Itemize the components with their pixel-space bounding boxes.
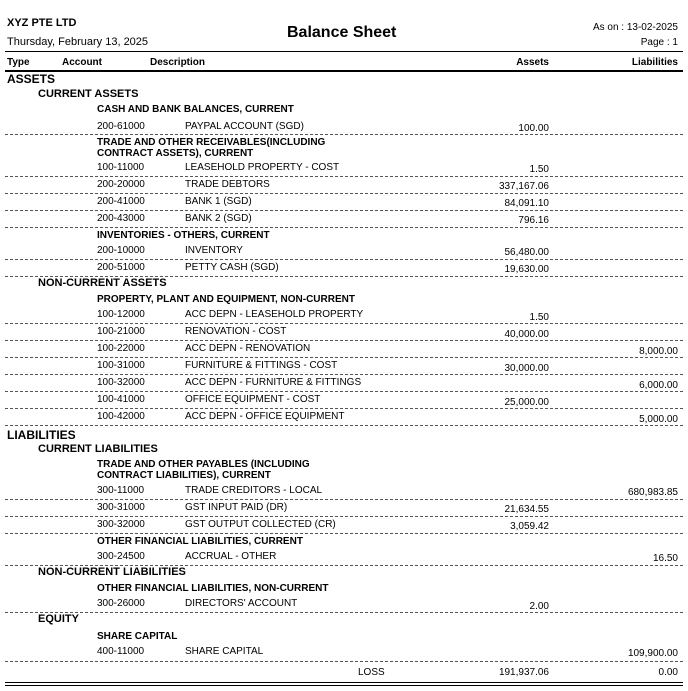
row-divider <box>5 134 683 135</box>
asset-amount: 796.16 <box>518 215 549 226</box>
liability-amount: 8,000.00 <box>639 346 678 357</box>
liability-amount: 5,000.00 <box>639 414 678 425</box>
group-cash-bank: CASH AND BANK BALANCES, CURRENT <box>97 104 294 115</box>
account-code: 200-51000 <box>97 262 145 273</box>
row-divider <box>5 193 683 194</box>
account-code: 100-31000 <box>97 360 145 371</box>
section-equity: EQUITY <box>38 613 79 625</box>
column-header-rule <box>5 70 683 72</box>
account-code: 400-11000 <box>97 646 145 657</box>
group-inventories: INVENTORIES - OTHERS, CURRENT <box>97 230 270 241</box>
col-type: Type <box>7 57 30 68</box>
account-code: 100-32000 <box>97 377 145 388</box>
loss-label: LOSS <box>358 667 385 678</box>
as-on-date: As on : 13-02-2025 <box>592 22 678 33</box>
asset-amount: 21,634.55 <box>504 504 549 515</box>
row-divider <box>5 661 683 662</box>
account-code: 200-43000 <box>97 213 145 224</box>
account-code: 200-61000 <box>97 121 145 132</box>
group-other-fin-noncurrent: OTHER FINANCIAL LIABILITIES, NON-CURRENT <box>97 583 329 594</box>
asset-amount: 19,630.00 <box>504 264 549 275</box>
row-divider <box>5 612 683 613</box>
asset-amount: 30,000.00 <box>504 363 549 374</box>
liability-amount: 680,983.85 <box>627 487 678 498</box>
account-code: 300-31000 <box>97 502 145 513</box>
group-other-fin-current: OTHER FINANCIAL LIABILITIES, CURRENT <box>97 536 303 547</box>
asset-amount: 25,000.00 <box>504 397 549 408</box>
account-code: 200-41000 <box>97 196 145 207</box>
group-trade-payables: TRADE AND OTHER PAYABLES (INCLUDING CONTRACT LIABILITIES), CURRENT <box>97 459 310 481</box>
section-non-current-liabilities: NON-CURRENT LIABILITIES <box>38 566 186 578</box>
loss-liabilities-total: 0.00 <box>658 667 678 678</box>
account-code: 200-10000 <box>97 245 145 256</box>
col-assets: Assets <box>516 57 549 68</box>
account-code: 200-20000 <box>97 179 145 190</box>
account-description: BANK 2 (SGD) <box>185 213 252 224</box>
account-code: 100-41000 <box>97 394 145 405</box>
header-rule <box>5 51 683 52</box>
account-description: ACCRUAL - OTHER <box>185 551 277 562</box>
account-description: DIRECTORS' ACCOUNT <box>185 598 298 609</box>
account-description: INVENTORY <box>185 245 243 256</box>
section-current-liabilities: CURRENT LIABILITIES <box>38 443 158 455</box>
account-description: LEASEHOLD PROPERTY - COST <box>185 162 340 173</box>
account-description: GST OUTPUT COLLECTED (CR) <box>185 519 336 530</box>
report-date: Thursday, February 13, 2025 <box>7 36 149 48</box>
asset-amount: 84,091.10 <box>504 198 549 209</box>
account-code: 300-32000 <box>97 519 145 530</box>
asset-amount: 40,000.00 <box>504 329 549 340</box>
account-code: 100-21000 <box>97 326 145 337</box>
account-description: SHARE CAPITAL <box>185 646 264 657</box>
liability-amount: 6,000.00 <box>639 380 678 391</box>
account-description: PETTY CASH (SGD) <box>185 262 279 273</box>
row-divider <box>5 499 683 500</box>
row-divider <box>5 425 683 426</box>
account-description: GST INPUT PAID (DR) <box>185 502 288 513</box>
row-divider <box>5 259 683 260</box>
row-divider <box>5 374 683 375</box>
account-description: ACC DEPN - LEASEHOLD PROPERTY <box>185 309 364 320</box>
section-current-assets: CURRENT ASSETS <box>38 88 139 100</box>
account-description: ACC DEPN - OFFICE EQUIPMENT <box>185 411 345 422</box>
liability-amount: 109,900.00 <box>627 648 678 659</box>
asset-amount: 2.00 <box>529 601 549 612</box>
row-divider <box>5 176 683 177</box>
loss-assets-total: 191,937.06 <box>498 667 549 678</box>
account-code: 300-26000 <box>97 598 145 609</box>
account-description: OFFICE EQUIPMENT - COST <box>185 394 321 405</box>
account-description: ACC DEPN - FURNITURE & FITTINGS <box>185 377 362 388</box>
section-non-current-assets: NON-CURRENT ASSETS <box>38 277 167 289</box>
section-liabilities: LIABILITIES <box>7 428 76 442</box>
company-name: XYZ PTE LTD <box>7 17 77 29</box>
account-code: 100-42000 <box>97 411 145 422</box>
group-share-capital: SHARE CAPITAL <box>97 631 178 642</box>
group-trade-receivables: TRADE AND OTHER RECEIVABLES(INCLUDING CONTRACT ASSETS), CURRENT <box>97 137 326 159</box>
report-title: Balance Sheet <box>287 24 397 41</box>
col-description: Description <box>150 57 206 68</box>
account-description: TRADE DEBTORS <box>185 179 270 190</box>
account-code: 100-12000 <box>97 309 145 320</box>
group-ppe: PROPERTY, PLANT AND EQUIPMENT, NON-CURRENT <box>97 294 355 305</box>
asset-amount: 100.00 <box>518 123 549 134</box>
row-divider <box>5 210 683 211</box>
footer-rule <box>5 682 683 683</box>
account-code: 300-24500 <box>97 551 145 562</box>
asset-amount: 337,167.06 <box>498 181 549 192</box>
account-description: BANK 1 (SGD) <box>185 196 252 207</box>
section-assets: ASSETS <box>7 72 56 86</box>
row-divider <box>5 323 683 324</box>
asset-amount: 56,480.00 <box>504 247 549 258</box>
row-divider <box>5 516 683 517</box>
liability-amount: 16.50 <box>652 553 678 564</box>
asset-amount: 3,059.42 <box>510 521 549 532</box>
row-divider <box>5 408 683 409</box>
account-code: 100-11000 <box>97 162 145 173</box>
footer-rule-double <box>5 685 683 686</box>
asset-amount: 1.50 <box>529 312 549 323</box>
row-divider <box>5 340 683 341</box>
asset-amount: 1.50 <box>529 164 549 175</box>
account-code: 100-22000 <box>97 343 145 354</box>
account-description: FURNITURE & FITTINGS - COST <box>185 360 338 371</box>
account-description: ACC DEPN - RENOVATION <box>185 343 311 354</box>
account-description: RENOVATION - COST <box>185 326 287 337</box>
row-divider <box>5 227 683 228</box>
row-divider <box>5 357 683 358</box>
row-divider <box>5 533 683 534</box>
row-divider <box>5 391 683 392</box>
account-description: TRADE CREDITORS - LOCAL <box>185 485 323 496</box>
col-account: Account <box>62 57 102 68</box>
account-code: 300-11000 <box>97 485 145 496</box>
page-number: Page : 1 <box>640 37 678 48</box>
account-description: PAYPAL ACCOUNT (SGD) <box>185 121 304 132</box>
col-liabilities: Liabilities <box>631 57 678 68</box>
